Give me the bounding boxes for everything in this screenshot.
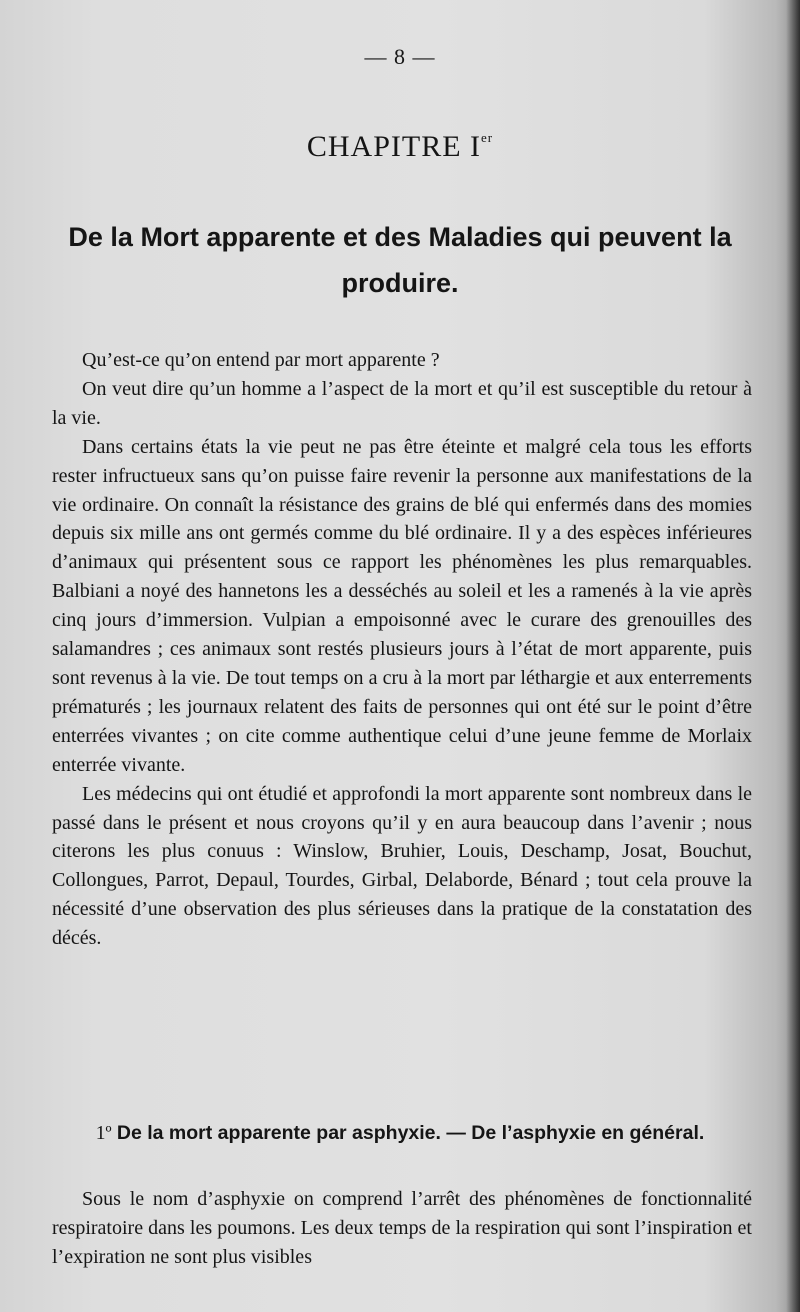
chapter-label: CHAPITRE I (306, 130, 482, 163)
section-body-text (52, 1185, 752, 1272)
paragraph: Sous le nom d’asphyxie on comprend l’arrêt des phénomènes de fonctionnalité respiratoire dans les poumons. Les deux temps de la respiration qui sont l’inspiration et l’expiration ne sont plus visibles (52, 1188, 752, 1268)
page-number: — 8 — (364, 44, 436, 69)
body-text (52, 346, 752, 953)
paragraph: On veut dire qu’un homme a l’aspect de la mort et qu’il est susceptible du retour à la vie. (52, 377, 752, 429)
paragraph: Qu’est-ce qu’on entend par mort apparente ? (82, 349, 440, 371)
chapter-title: De la Mort apparente et des Maladies qui peuvent la produire. (68, 222, 732, 298)
section-heading-text: De la mort apparente par asphyxie. — De l’asphyxie en général. (116, 1122, 705, 1144)
chapter-ordinal: er (481, 130, 494, 145)
paragraph: Les médecins qui ont étudié et approfondi la mort apparente sont nombreux dans le passé dans le présent et nous croyons qu’il y en aura beaucoup dans l’avenir ; nous citerons les plus conuus : Winslow, Bruhier, Louis, Deschamp, Josat, Bouchut, Collongues, Parrot, Depaul, Tourdes, Girbal, Delaborde, Bénard ; tout cela prouve la nécessité d’une observation des plus sérieuses dans la pratique de la constatation des décés. (52, 782, 752, 950)
page-edge-shadow (786, 0, 800, 1312)
chapter-heading (0, 130, 800, 164)
section-number: 1º (95, 1123, 112, 1144)
section-heading (40, 1116, 760, 1151)
paragraph: Dans certains états la vie peut ne pas être éteinte et malgré cela tous les efforts rester infructueux sans qu’on puisse faire revenir la personne aux manifestations de la vie ordinaire. On connaît la résistance des grains de blé qui enfermés dans des momies depuis six mille ans ont germés comme du blé ordinaire. Il y a des espèces inférieures d’animaux qui présentent sous ce rapport les phénomènes les plus remarquables. Balbiani a noyé des hannetons les a desséchés au soleil et les a ramenés à la vie après cinq jours d’immersion. Vulpian a empoisonné avec le curare des grenouilles des salamandres ; ces animaux sont restés plusieurs jours à l’état de mort apparente, puis sont revenus à la vie. De tout temps on a cru à la mort par léthargie et aux enterrements prématurés ; les journaux relatent des faits de personnes qui ont été sur le point d’être enterrées vivantes ; on cite comme authentique celui d’une jeune femme de Morlaix enterrée vivante. (52, 435, 752, 776)
